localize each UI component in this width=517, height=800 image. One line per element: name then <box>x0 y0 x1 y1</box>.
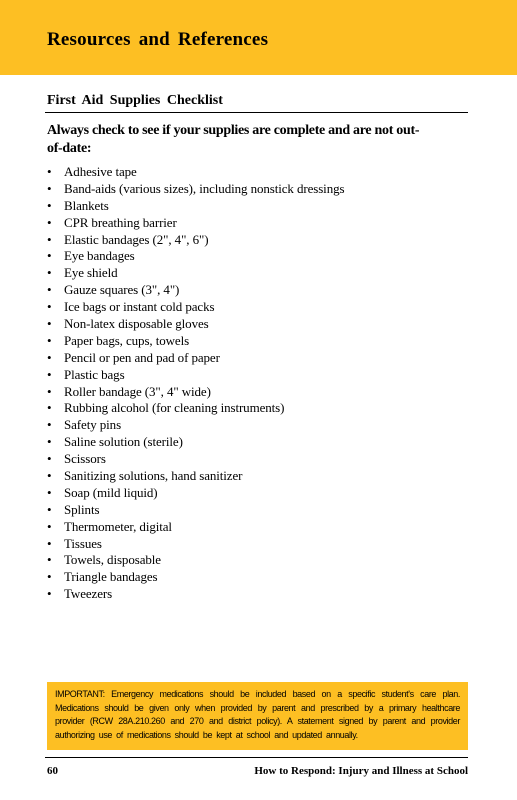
bullet-icon: • <box>47 180 52 196</box>
bullet-icon: • <box>47 468 52 484</box>
checklist-item-label: Sanitizing solutions, hand sanitizer <box>64 468 243 484</box>
checklist-item <box>47 214 344 231</box>
bullet-icon: • <box>47 484 52 500</box>
checklist-item <box>47 383 344 400</box>
checklist-item-label: Splints <box>64 501 100 517</box>
checklist-item-label: Adhesive tape <box>64 164 137 179</box>
important-notice: IMPORTANT: Emergency medications should be included based on a specific student's care plan. Medications should be given only when provided by parent and prescribed by a primary healthcare provider (RCW 28A.210.260 and 270 and district policy). A statement signed by parent and provider authorizing use of medications should be kept at school and updated annually. <box>47 682 468 750</box>
bullet-icon: • <box>47 197 52 213</box>
checklist-item-label: Soap (mild liquid) <box>64 484 158 500</box>
checklist-item <box>47 264 344 281</box>
checklist-item <box>47 197 344 214</box>
checklist-item-label: Scissors <box>64 451 106 467</box>
bullet-icon: • <box>47 451 52 467</box>
header-band <box>0 0 517 75</box>
bullet-icon: • <box>47 231 52 247</box>
bullet-icon: • <box>47 417 52 433</box>
checklist-item-label: Gauze squares (3", 4") <box>64 282 180 298</box>
checklist-item-label: Towels, disposable <box>64 552 161 568</box>
checklist-item <box>47 450 344 467</box>
bullet-icon: • <box>47 282 52 298</box>
checklist-item-label: Eye bandages <box>64 248 135 264</box>
supplies-checklist <box>47 163 344 602</box>
intro-text: Always check to see if your supplies are complete and are not out-of-date: <box>47 123 420 156</box>
bullet-icon: • <box>47 518 52 534</box>
bullet-icon: • <box>47 248 52 264</box>
bullet-icon: • <box>47 316 52 332</box>
checklist-item <box>47 585 344 602</box>
checklist-item <box>47 484 344 501</box>
checklist-item-label: Non-latex disposable gloves <box>64 316 209 332</box>
checklist-item-label: Rubbing alcohol (for cleaning instruments) <box>64 400 285 416</box>
bullet-icon: • <box>47 366 52 382</box>
checklist-item <box>47 518 344 535</box>
bullet-icon: • <box>47 332 52 348</box>
checklist-item-label: Elastic bandages (2", 4", 6") <box>64 231 209 247</box>
checklist-item <box>47 366 344 383</box>
checklist-item-label: Triangle bandages <box>64 569 158 585</box>
checklist-item-label: Roller bandage (3", 4" wide) <box>64 383 211 399</box>
checklist-item <box>47 349 344 366</box>
checklist-item <box>47 568 344 585</box>
page-number: 60 <box>47 765 58 777</box>
checklist-item <box>47 163 344 180</box>
checklist-item-label: Thermometer, digital <box>64 518 172 534</box>
bullet-icon: • <box>47 535 52 551</box>
checklist-item <box>47 501 344 518</box>
heading-divider <box>45 112 468 113</box>
checklist-item <box>47 416 344 433</box>
bullet-icon: • <box>47 265 52 281</box>
bullet-icon: • <box>47 501 52 517</box>
checklist-item <box>47 298 344 315</box>
checklist-item-label: Tweezers <box>64 586 113 602</box>
bullet-icon: • <box>47 552 52 568</box>
bullet-icon: • <box>47 383 52 399</box>
checklist-item <box>47 467 344 484</box>
bullet-icon: • <box>47 586 52 602</box>
checklist-item <box>47 399 344 416</box>
bullet-icon: • <box>47 434 52 450</box>
checklist-item <box>47 315 344 332</box>
checklist-item-label: Plastic bags <box>64 366 125 382</box>
bullet-icon: • <box>47 349 52 365</box>
checklist-item-label: Ice bags or instant cold packs <box>64 299 215 315</box>
checklist-item <box>47 231 344 248</box>
bullet-icon: • <box>47 400 52 416</box>
bullet-icon: • <box>47 214 52 230</box>
checklist-item <box>47 247 344 264</box>
checklist-item <box>47 551 344 568</box>
checklist-item-label: CPR breathing barrier <box>64 214 177 230</box>
running-title: How to Respond: Injury and Illness at School <box>254 765 468 777</box>
checklist-item-label: Paper bags, cups, towels <box>64 332 190 348</box>
checklist-item <box>47 433 344 450</box>
checklist-item <box>47 281 344 298</box>
checklist-item-label: Pencil or pen and pad of paper <box>64 349 220 365</box>
section-heading: First Aid Supplies Checklist <box>47 93 223 108</box>
checklist-item-label: Safety pins <box>64 417 122 433</box>
checklist-item <box>47 535 344 552</box>
checklist-item <box>47 180 344 197</box>
checklist-item <box>47 332 344 349</box>
footer-divider <box>45 757 468 758</box>
bullet-icon: • <box>47 569 52 585</box>
checklist-item-label: Tissues <box>64 535 102 551</box>
checklist-item-label: Band-aids (various sizes), including nonstick dressings <box>64 180 345 196</box>
checklist-item-label: Saline solution (sterile) <box>64 434 183 450</box>
page-title: Resources and References <box>47 29 269 50</box>
bullet-icon: • <box>47 164 52 179</box>
bullet-icon: • <box>47 299 52 315</box>
checklist-item-label: Eye shield <box>64 265 118 281</box>
checklist-item-label: Blankets <box>64 197 109 213</box>
